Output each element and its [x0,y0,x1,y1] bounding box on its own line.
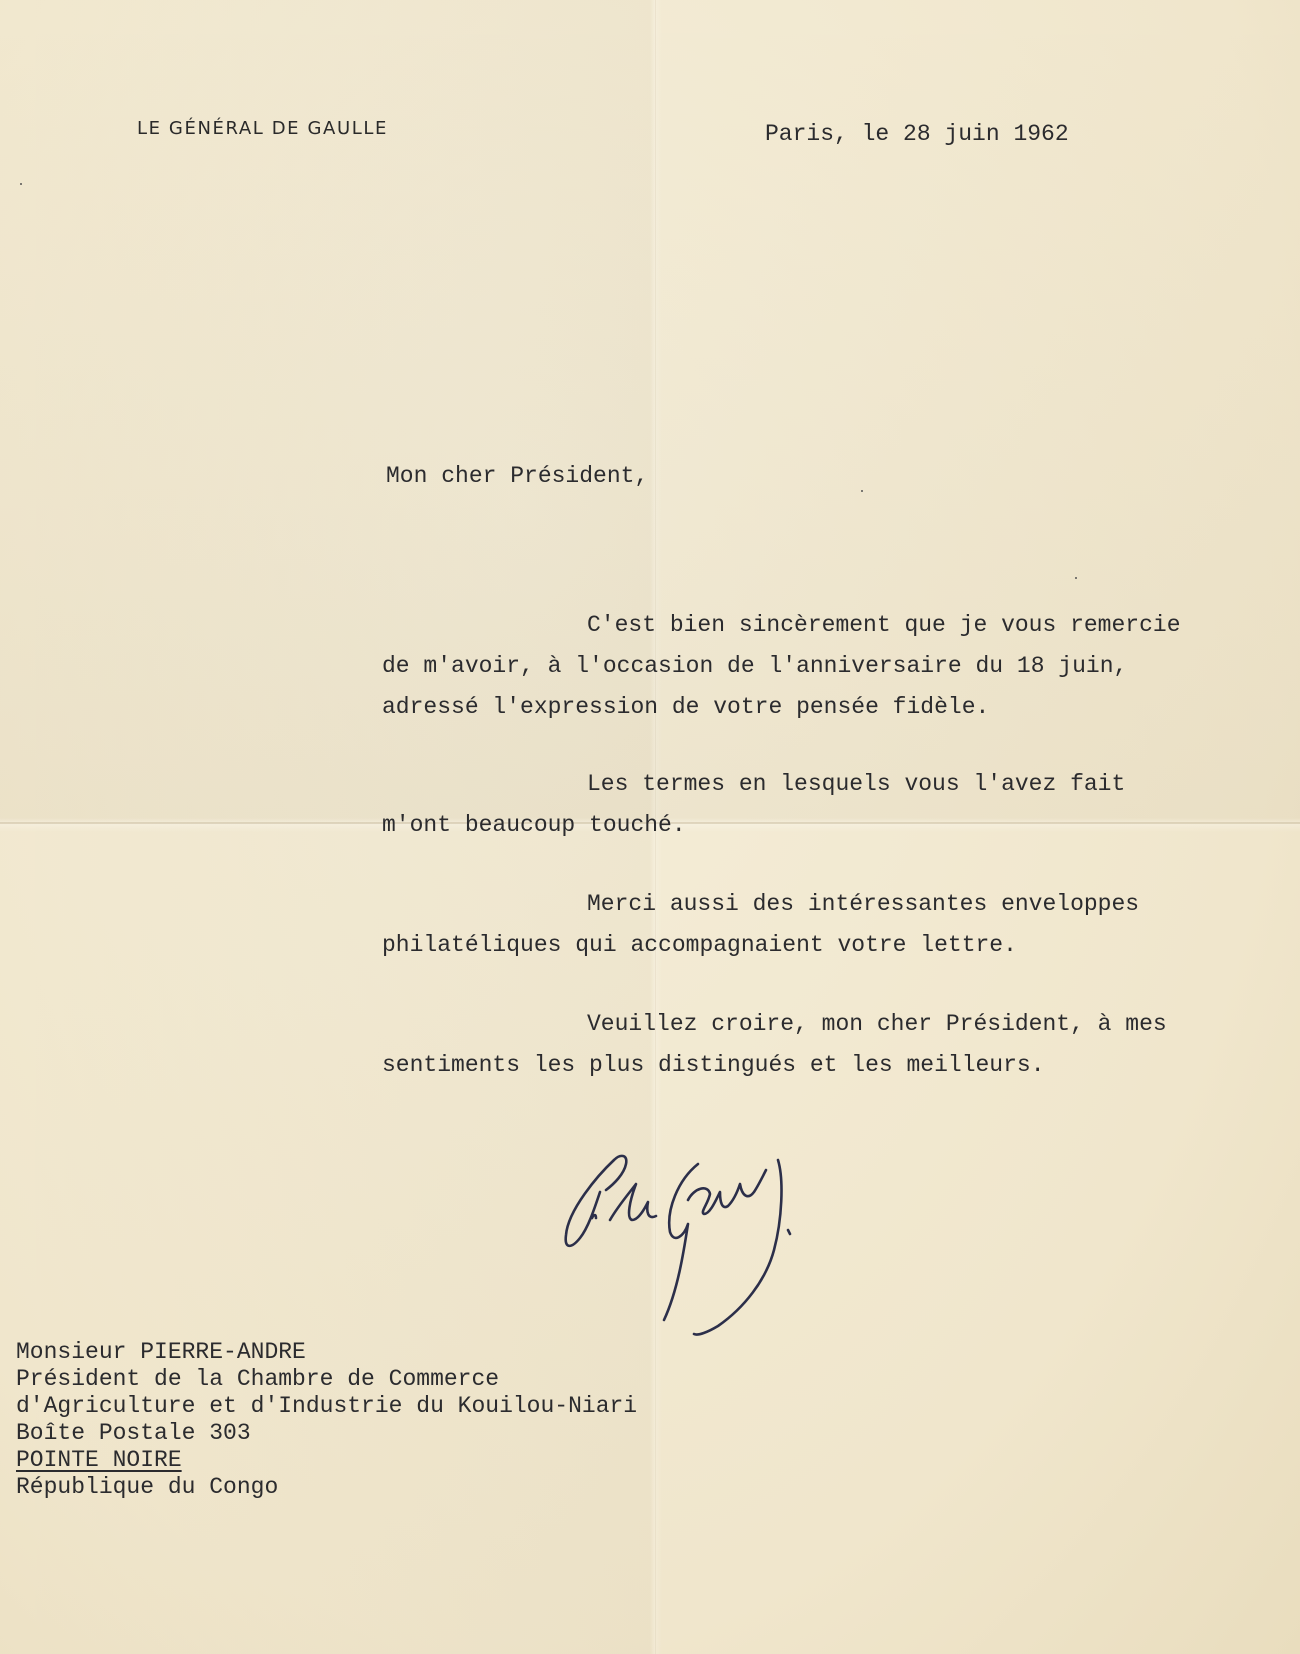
address-country: République du Congo [16,1474,279,1500]
paragraph-line: Veuillez croire, mon cher Président, à mes [587,1011,1167,1037]
address-name: Monsieur PIERRE-ANDRE [16,1339,306,1365]
paragraph-line: Les termes en lesquels vous l'avez fait [587,771,1126,797]
paragraph-4 [382,1004,1167,1086]
paper-speck [861,490,863,492]
letterhead: LE GÉNÉRAL DE GAULLE [137,118,388,139]
paragraph-3 [382,884,1139,966]
paragraph-line: adressé l'expression de votre pensée fidèle. [382,694,990,720]
paper-speck [20,183,22,185]
paragraph-line: m'ont beaucoup touché. [382,812,686,838]
address-line-2: d'Agriculture et d'Industrie du Kouilou-Niari [16,1393,638,1419]
paragraph-2 [382,764,1125,846]
paragraph-line: philatéliques qui accompagnaient votre lettre. [382,932,1017,958]
paper-speck [1075,577,1077,579]
paragraph-line: Merci aussi des intéressantes enveloppes [587,891,1140,917]
paragraph-line: de m'avoir, à l'occasion de l'anniversaire du 18 juin, [382,653,1128,679]
handwritten-signature [548,1140,868,1340]
salutation: Mon cher Président, [386,463,649,489]
paragraph-line: sentiments les plus distingués et les meilleurs. [382,1052,1045,1078]
recipient-address [16,1339,637,1501]
paragraph-line: C'est bien sincèrement que je vous remercie [587,612,1181,638]
address-city: POINTE NOIRE [16,1447,182,1473]
paragraph-1 [382,605,1181,728]
letter-date: Paris, le 28 juin 1962 [765,121,1069,147]
address-line-1: Président de la Chambre de Commerce [16,1366,500,1392]
address-line-3: Boîte Postale 303 [16,1420,251,1446]
